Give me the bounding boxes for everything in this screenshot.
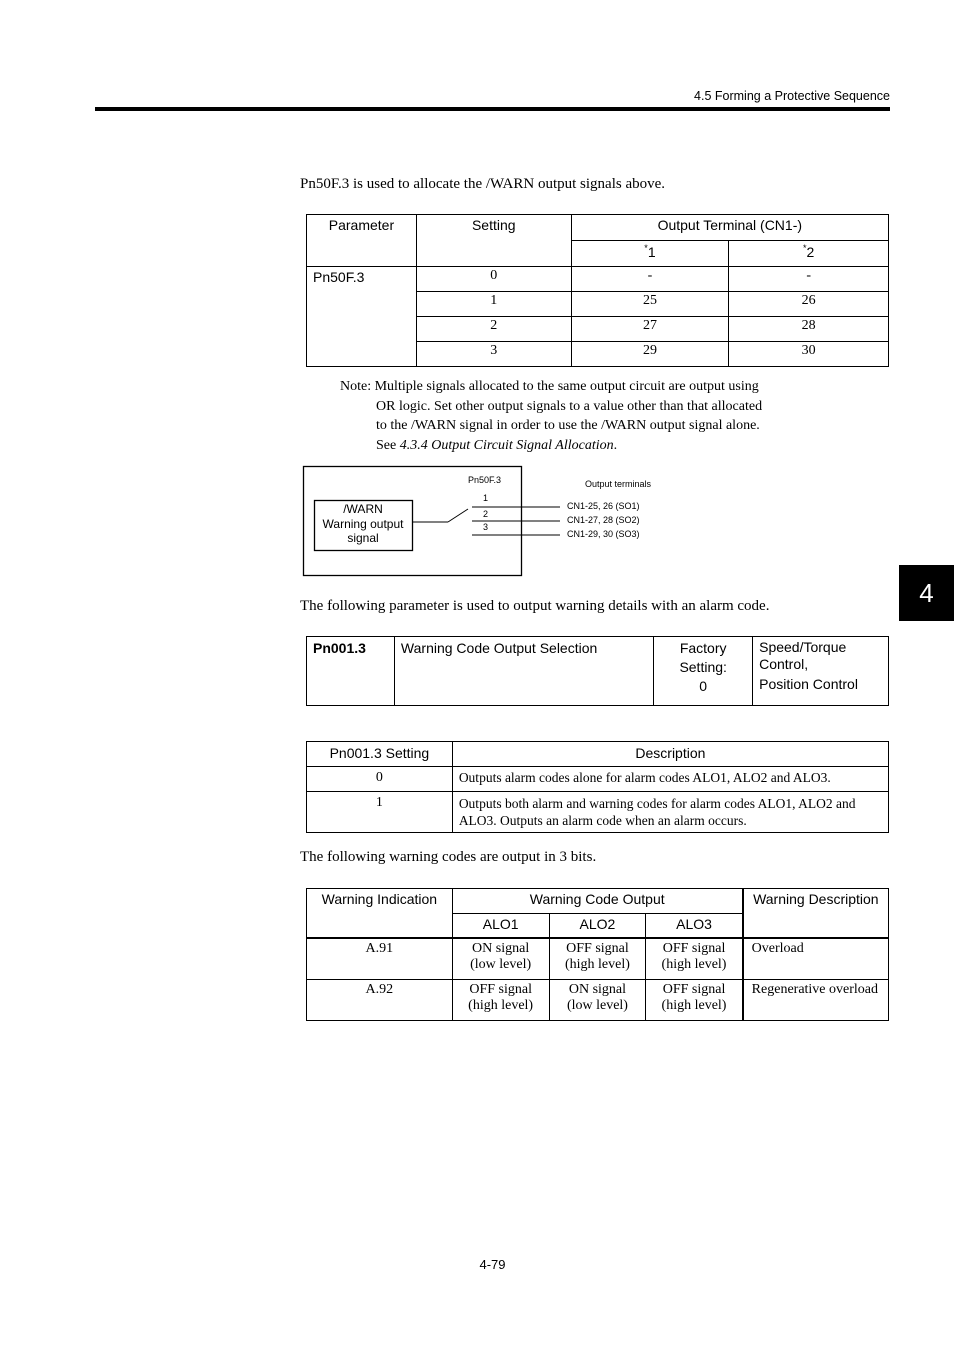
terminal-2-cell: - [729,267,889,292]
warning-code-table [306,888,889,1021]
output-terminal-label: CN1-25, 26 (SO1) [567,501,640,511]
alo-level: (high level) [468,998,534,1013]
warn-signal-name: /WARN [343,502,383,516]
setting-value: 0 [307,767,453,792]
setting-cell: 3 [416,342,571,367]
header-setting: Setting [416,215,571,267]
header-alo1: ALO1 [452,914,549,939]
setting-cell: 1 [416,292,571,317]
terminal-2-cell: 28 [729,317,889,342]
factory-setting [654,637,753,706]
alo-level: (low level) [470,957,532,972]
selector-param-label: Pn50F.3 [468,475,502,485]
terminal-1-label: 1 [647,244,656,260]
setting-table [306,741,889,833]
alo2-cell [549,980,646,1021]
page-number: 4-79 [479,1257,506,1272]
table-row [307,938,889,980]
param-name-cell: Pn50F.3 [307,267,417,367]
note-line: to the /WARN signal in order to use the /WARN output signal alone. [376,418,760,433]
alo3-cell [646,938,743,980]
header-warning-description: Warning Description [743,889,889,939]
setting-description: Outputs both alarm and warning codes for alarm codes ALO1, ALO2 and ALO3. Outputs an alarm code when an alarm occurs. [452,792,888,833]
table-row [307,980,889,1021]
control-mode [753,637,889,706]
alo-level: (high level) [564,957,630,972]
header-terminal-2 [729,241,889,267]
header-alo3: ALO3 [646,914,743,939]
terminal-2-cell: 30 [729,342,889,367]
signal-allocation-diagram [300,462,670,582]
cross-reference-link: 4.3.4 Output Circuit Signal Allocation [399,437,614,453]
intro-paragraph: Pn50F.3 is used to allocate the /WARN output signals above. [300,176,666,192]
warning-description: Regenerative overload [743,980,889,1021]
selector-position-label: 1 [483,493,489,503]
factory-label: Setting: [679,659,727,675]
warning-detail-paragraph: The following parameter is used to output warning details with an alarm code. [300,598,770,614]
control-mode-line: Speed/Torque [759,639,847,655]
table-row [307,792,889,833]
alo1-cell [452,980,549,1021]
table-row [307,767,889,792]
terminal-2-label: 2 [806,244,815,260]
alo1-cell [452,938,549,980]
setting-cell: 2 [416,317,571,342]
factory-label: Factory [679,640,727,656]
setting-cell: 0 [416,267,571,292]
header-description: Description [452,742,888,767]
output-terminal-label: CN1-29, 30 (SO3) [567,529,640,539]
param-title: Warning Code Output Selection [394,637,653,706]
setting-description: Outputs alarm codes alone for alarm codes ALO1, ALO2 and ALO3. [452,767,888,792]
header-code-output: Warning Code Output [452,889,742,914]
alo-state: ON signal [472,941,530,956]
note-period: . [613,437,618,453]
codes-paragraph: The following warning codes are output in 3 bits. [300,849,597,865]
allocation-table [306,214,889,367]
control-mode-line: Position Control [759,676,858,692]
header-output-terminal: Output Terminal (CN1-) [571,215,888,241]
terminal-1-cell: - [571,267,729,292]
warn-signal-desc: signal [347,531,379,545]
setting-value: 1 [307,792,453,833]
warn-signal-desc: Warning output [322,517,404,531]
footnote-mark: * [644,243,648,253]
alo-state: ON signal [568,982,627,997]
header-alo2: ALO2 [549,914,646,939]
table-row [307,267,889,292]
footnote-mark: * [802,243,807,253]
chapter-tab: 4 [899,565,954,621]
alo-level: (high level) [661,998,727,1013]
alo2-cell [549,938,646,980]
selector-position-label: 3 [483,522,489,532]
alo-state: OFF signal [469,982,532,997]
alo-state: OFF signal [662,982,726,997]
param-id: Pn001.3 [307,637,395,706]
header-setting: Pn001.3 Setting [307,742,453,767]
alo-state: OFF signal [566,941,629,956]
alo-level: (high level) [661,957,727,972]
header-rule [95,107,890,111]
terminal-1-cell: 29 [571,342,729,367]
factory-value: 0 [699,678,708,694]
warning-indication: A.92 [307,980,453,1021]
output-terminals-title: Output terminals [585,479,652,489]
note-see: See [376,437,400,453]
alo3-cell [646,980,743,1021]
control-mode-line: Control, [759,656,809,672]
terminal-1-cell: 25 [571,292,729,317]
selector-switch [448,509,468,522]
header-parameter: Parameter [307,215,417,267]
terminal-2-cell: 26 [729,292,889,317]
output-terminal-label: CN1-27, 28 (SO2) [567,515,640,525]
selector-position-label: 2 [483,509,489,519]
header-indication: Warning Indication [307,889,453,939]
alo-level: (low level) [566,998,628,1013]
alo-state: OFF signal [662,941,726,956]
section-header: 4.5 Forming a Protective Sequence [694,89,890,103]
terminal-1-cell: 27 [571,317,729,342]
warning-indication: A.91 [307,938,453,980]
parameter-box [306,636,889,706]
note-line [340,436,800,456]
note-line: OR logic. Set other output signals to a value other than that allocated [376,398,763,414]
note [340,377,800,455]
warning-description: Overload [743,938,889,980]
note-line: Note: Multiple signals allocated to the same output circuit are output using [340,379,759,394]
header-terminal-1 [571,241,729,267]
